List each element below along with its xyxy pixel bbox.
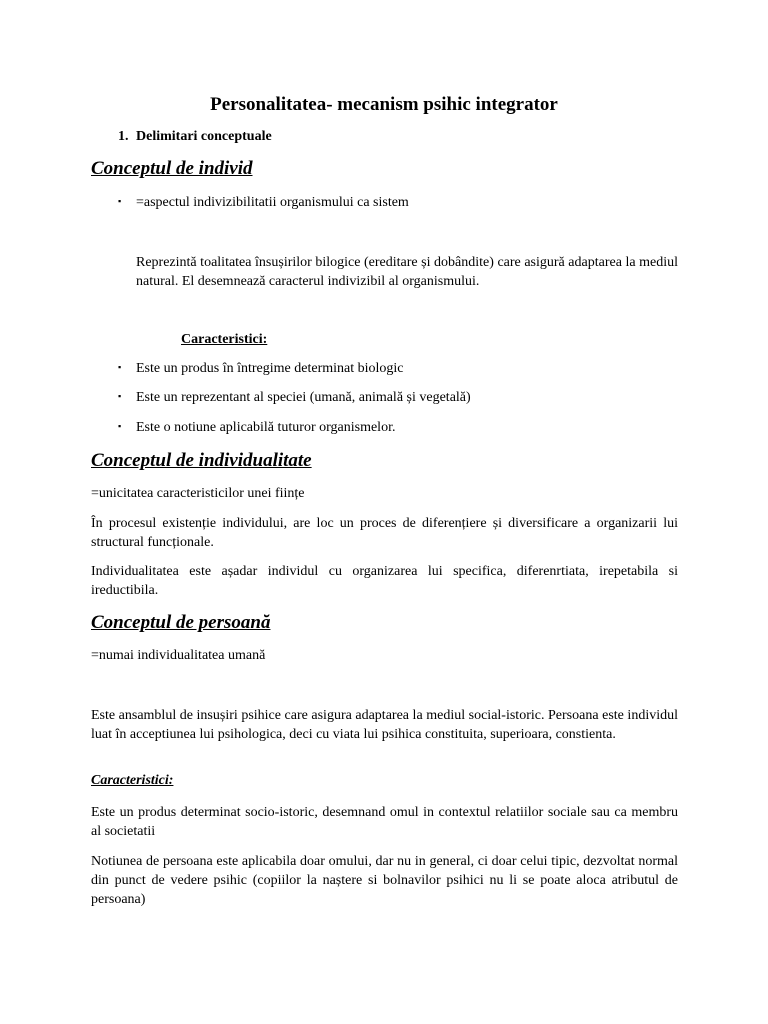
paragraph-persoana-2: Este un produs determinat socio-istoric, desemnand omul in contextul relatiilor sociale sau ca membru al societatii [91, 805, 678, 839]
paragraph-individualitate-1: În procesul existenție individului, are loc un proces de diferențiere și diversificare a organizarii lui structural funcționale. [91, 516, 678, 550]
bullet-item [118, 195, 409, 211]
heading-individualitate: Conceptul de individualitate [91, 450, 312, 471]
bullet-marker: ▪ [118, 362, 122, 372]
bullet-text: =aspectul indivizibilitatii organismului ca sistem [136, 195, 409, 210]
document-title: Personalitatea- mecanism psihic integrator [210, 94, 558, 115]
definition-individualitate: =unicitatea caracteristicilor unei ființe [91, 486, 305, 501]
characteristics-label: Caracteristici: [181, 332, 268, 347]
heading-persoana: Conceptul de persoană [91, 612, 271, 633]
paragraph-persoana-1: Este ansamblul de insușiri psihice care asigura adaptarea la mediul social-istoric. Persoana este individul luat în acceptiunea lui psihologica, deci cu viata lui psihica constituita, superioara, constienta. [91, 708, 678, 742]
characteristic-text: Este un reprezentant al speciei (umană, animală și vegetală) [136, 390, 471, 405]
characteristic-item [118, 390, 471, 406]
characteristic-text: Este o notiune aplicabilă tuturor organismelor. [136, 420, 396, 435]
paragraph-individualitate-2: Individualitatea este așadar individul cu organizarea lui specifica, diferenrtiata, irepetabila si ireductibila. [91, 564, 678, 598]
characteristics-label-persoana: Caracteristici: [91, 773, 174, 788]
bullet-marker: ▪ [118, 196, 122, 206]
section-number: 1. [118, 129, 129, 144]
bullet-marker: ▪ [118, 421, 122, 431]
section-label: Delimitari conceptuale [136, 129, 272, 144]
definition-persoana: =numai individualitatea umană [91, 648, 266, 663]
section-heading-delimitari [118, 129, 272, 145]
paragraph-persoana-3: Notiunea de persoana este aplicabila doar omului, dar nu in general, ci doar celui tipic, dezvoltat normal din punct de vedere psihic (copiilor la naștere si bolnavilor psihici nu li se poate aloca atributul de persoana) [91, 854, 678, 907]
characteristic-item [118, 420, 395, 436]
characteristic-text: Este un produs în întregime determinat biologic [136, 361, 404, 376]
bullet-marker: ▪ [118, 391, 122, 401]
characteristic-item [118, 361, 404, 377]
paragraph-individ: Reprezintă toalitatea însușirilor bilogice (ereditare și dobândite) care asigură adaptarea la mediul natural. El desemnează caracterul indivizibil al organismului. [136, 255, 678, 289]
heading-individ: Conceptul de individ [91, 158, 253, 179]
